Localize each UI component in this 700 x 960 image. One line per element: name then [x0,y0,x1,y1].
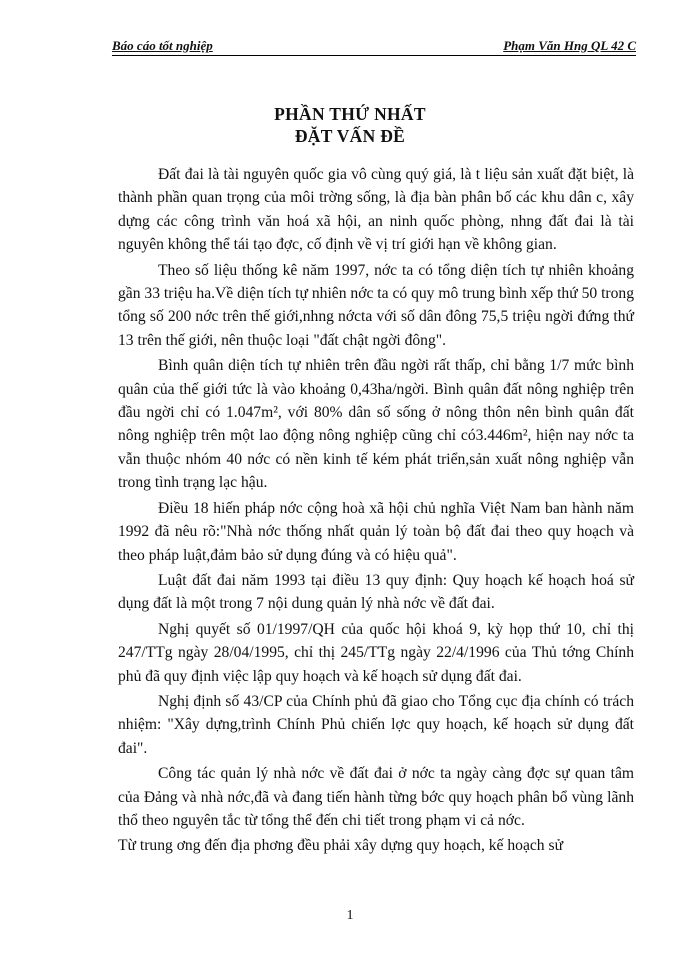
paragraph: Bình quân diện tích tự nhiên trên đầu ngời rất thấp, chỉ bằng 1/7 mức bình quân của thế giới tức là vào khoảng 0,43ha/ngời. Bình quân đất nông nghiệp trên đầu ngời chỉ có 1.047m², với 80% dân số sống ở nông thôn nên bình quân đất nông nghiệp trên một lao động nông nghiệp cũng chỉ có3.446m², hiện nay nớc ta vẫn thuộc nhóm 40 nớc có nền kinh tế kém phát triển,sản xuất nông nghiệp vẫn trong tình trạng lạc hậu. [118,357,634,492]
paragraph: Luật đất đai năm 1993 tại điều 13 quy định: Quy hoạch kế hoạch hoá sử dụng đất là một trong 7 nội dung quản lý nhà nớc về đất đai. [118,571,634,613]
paragraph: Công tác quản lý nhà nớc về đất đai ở nớc ta ngày càng đợc sự quan tâm của Đảng và nhà nớc,đã và đang tiến hành từng bớc quy hoạch phân bổ vùng lãnh thổ theo nguyên tắc từ tổng thể đến chi tiết trong phạm vi cả nớc. [118,765,634,829]
paragraph: Điều 18 hiến pháp nớc cộng hoà xã hội chủ nghĩa Việt Nam ban hành năm 1992 đã nêu rõ:"Nhà nớc thống nhất quản lý toàn bộ đất đai theo quy hoạch và theo pháp luật,đảm bảo sử dụng đúng và có hiệu quả". [118,499,634,564]
body-text [118,163,634,860]
section-title: PHẦN THỨ NHẤT [274,104,426,124]
paragraph: Nghị định số 43/CP của Chính phủ đã giao cho Tổng cục địa chính có trách nhiệm: "Xây dựng,trình Chính Phủ chiến lợc quy hoạch, kế hoạch sử dụng đất đai". [118,692,634,757]
paragraph: Đất đai là tài nguyên quốc gia vô cùng quý giá, là t liệu sản xuất đặt biệt, là thành phần quan trọng của môi trờng sống, là địa bàn phân bố các khu dân c, xây dựng các công trình văn hoá xã hội, an ninh quốc phòng, nhng đất đai là tài nguyên không thể tái tạo đợc, cố định về vị trí giới hạn về không gian. [118,166,634,254]
page-number: 1 [346,908,354,923]
paragraph: Từ trung ơng đến địa phơng đều phải xây dựng quy hoạch, kế hoạch sử [118,837,564,855]
paragraph: Theo số liệu thống kê năm 1997, nớc ta có tổng diện tích tự nhiên khoảng gần 33 triệu ha.Về diện tích tự nhiên nớc ta có quy mô trung bình xếp thứ 50 trong tổng số 200 nớc trên thế giới,nhng nớcta với số dân đông 75,5 triệu ngời đứng thứ 13 trên thế giới, nên thuộc loại "đất chật ngời đông". [118,261,634,349]
paragraph: Nghị quyết số 01/1997/QH của quốc hội khoá 9, kỳ họp thứ 10, chỉ thị 247/TTg ngày 28/04/1995, chỉ thị 245/TTg ngày 22/4/1996 của Thủ tớng Chính phủ đã quy định việc lập quy hoạch và kế hoạch sử dụng đất đai. [118,620,634,685]
page-header [112,38,636,56]
header-author-class: Phạm Văn Hng QL 42 C [503,38,636,53]
section-subtitle: ĐẶT VẤN ĐỀ [294,126,406,146]
header-report-title: Báo cáo tốt nghiệp [112,38,213,53]
